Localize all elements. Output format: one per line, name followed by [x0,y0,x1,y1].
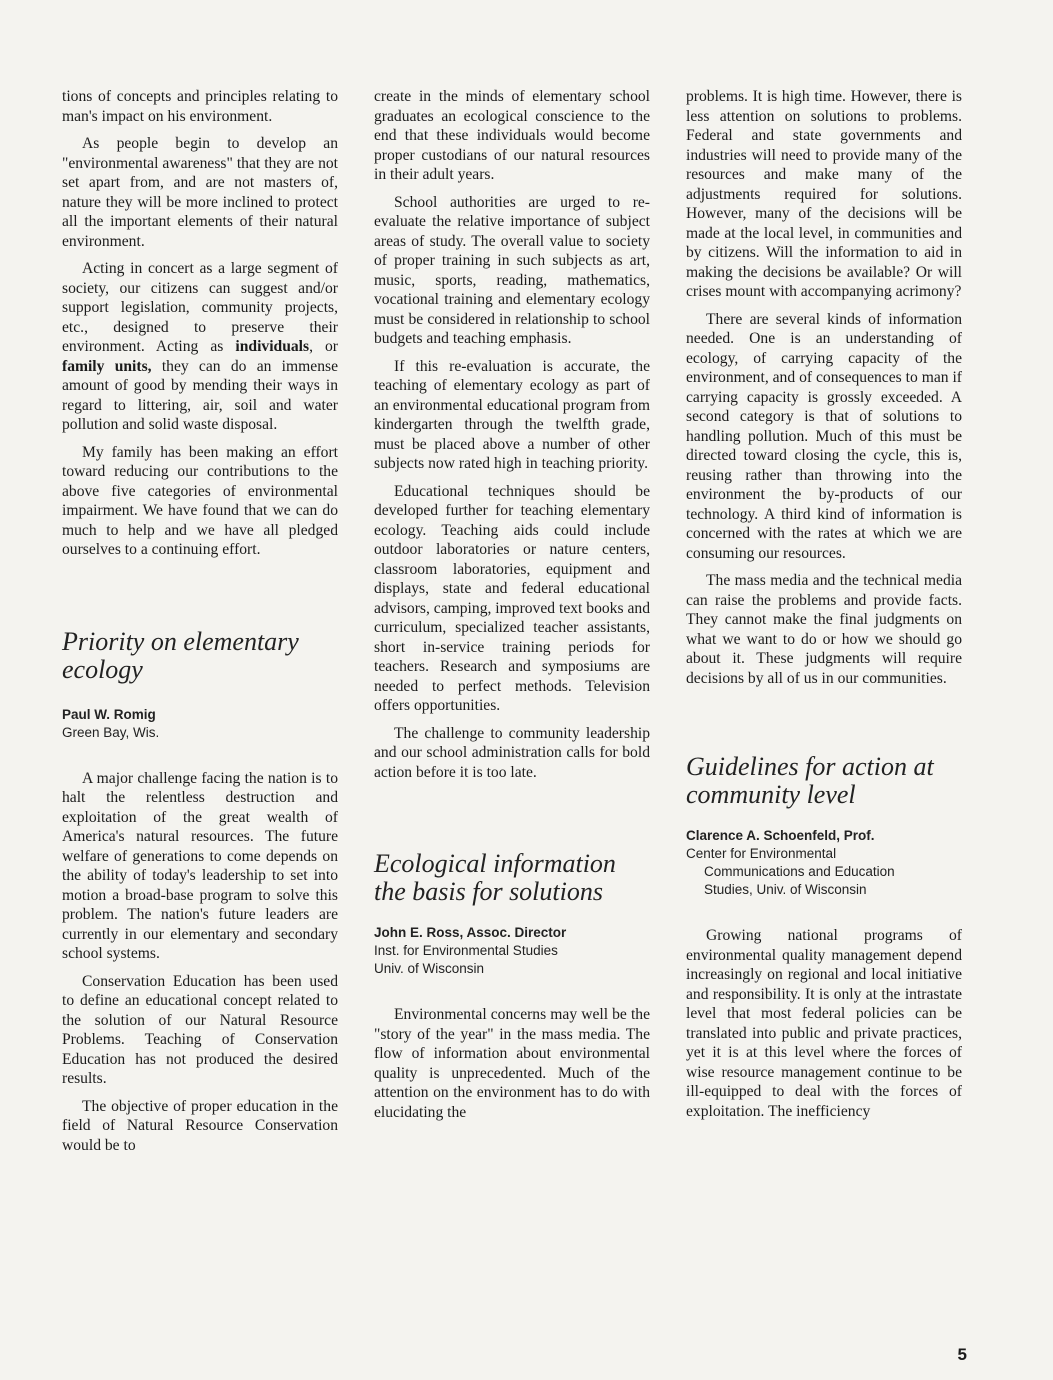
paragraph-acting-in-concert [62,259,338,435]
author-location: Green Bay, Wis. [62,724,160,740]
paragraph: Environmental concerns may well be the "story of the year" in the mass media. The flow of information about environmental quality is unprecedented. Much of the attention on the environment has to do with elucidating the [374,1006,650,1121]
author-affiliation: Studies, Univ. of Wisconsin [704,882,867,897]
author-affiliation: Center for Environmental [686,846,837,861]
column-2 [374,87,650,1130]
byline [374,924,650,978]
article-title: Ecological information the basis for solutions [374,849,616,906]
paragraph: tions of concepts and principles relating to man's impact on his environment. [62,88,338,125]
text-run: Acting in concert as a large segment of society, our citizens can suggest and/or support legislation, community projects, etc., designed to preserve their environment. Acting as [62,260,338,355]
paragraph: The objective of proper education in the field of Natural Resource Conservation would be to [62,1097,338,1154]
paragraph: Educational techniques should be developed further for teaching elementary ecology. Teaching aids could include outdoor laboratories or nature centers, classroom laboratories, equipment and displays, state and federal educational advisors, camping, improved text books and curriculum, specialized teacher assistants, short in-service training periods for teachers. Research and symposiums are needed to perfect methods. Television offers opportunities. [374,482,650,714]
paragraph: The challenge to community leadership and our school administration calls for bold action before it is too late. [374,724,650,781]
paragraph: The mass media and the technical media can raise the problems and provide facts. They cannot make the final judgments on what we want to do or how we should go about it. These judgments will require decisions by all of us in our communities. [686,572,962,687]
author-affiliation: Inst. for Environmental Studies [374,943,558,958]
article-title: Guidelines for action at community level [686,752,934,809]
paragraph: Growing national programs of environmental quality management depend increasingly on regional and local initiative and responsibility. It is only at the intrastate level that most federal policies can be translated into public and private practices, yet it is at this level where the forces of wise resource management continue to be ill-equipped to deal with the forces of exploitation. The inefficiency [686,927,962,1120]
bold-family-units: family units, [62,357,152,375]
paragraph: Conservation Education has been used to define an educational concept related to the solution of our Natural Resource Problems. Teaching of Conservation Education has not produced the desired results. [62,972,338,1087]
column-3 [686,87,962,1129]
bold-individuals: individuals [235,338,310,355]
text-run: , or [309,338,338,355]
paragraph: problems. It is high time. However, there is less attention on solutions to problems. Federal and state governments and industries will need to provide many of the resources and make many of the adjustments required for solutions. However, many of the decisions will be made at the local level, in communities and by citizens. Will the information to aid in making the decisions be available? Or will crises mount with accompanying acrimony? [686,88,962,300]
paragraph: If this re-evaluation is accurate, the teaching of elementary ecology as part of an environmental educational program from kindergarten through the twelfth grade, must be placed above a number of other subjects now rated high in teaching priority. [374,357,650,472]
paragraph: There are several kinds of information needed. One is an understanding of ecology, of carrying capacity of the environment, and of consequences to man if carrying capacity is grossly exceeded. A second category is that of solutions to handling pollution. Much of this must be directed toward closing the cycle, this is, reusing rather than throwing into the environment the by-products of our technology. A third kind of information is concerned with the rates at which we are consuming our resources. [686,310,962,562]
text-run: they can do an immense amount of good by mending their ways in regard to littering, air, soil and water pollution and solid waste disposal. [62,357,338,433]
author-affiliation: Univ. of Wisconsin [374,961,485,976]
author-affiliation: Communications and Education [704,864,895,879]
paragraph: create in the minds of elementary school graduates an ecological conscience to the end that these individuals would become proper custodians of our natural resources in their adult years. [374,88,650,183]
byline [686,827,962,899]
author-name: John E. Ross, Assoc. Director [374,925,567,940]
paragraph: My family has been making an effort toward reducing our contributions to the above five categories of environmental impairment. We have found that we can do much to help and we have all pledged ourselves to a continuing effort. [62,443,338,558]
author-name: Clarence A. Schoenfeld, Prof. [686,828,875,843]
article-title: Priority on elementary ecology [62,626,299,684]
column-1 [62,87,338,1163]
paragraph: As people begin to develop an "environmental awareness" that they are not set apart from, and are not masters of, nature they will be more inclined to protect all the important elements of their natural environment. [62,135,338,250]
author-name: Paul W. Romig [62,706,156,722]
paragraph: School authorities are urged to re-evaluate the relative importance of subject areas of study. The overall value to society of proper training in such subjects as art, music, sports, reading, mathematics, vocational training and elementary ecology must be considered in relationship to school budgets and teaching emphasis. [374,193,650,347]
byline [62,706,338,742]
paragraph: A major challenge facing the nation is to halt the relentless destruction and exploitation of the great wealth of America's natural resources. The future welfare of generations to come depends on the ability of today's leadership to set into motion a broad-base program to solve this problem. The nation's future leaders are currently in our elementary and secondary school systems. [62,769,338,962]
page-number: 5 [957,1345,967,1364]
